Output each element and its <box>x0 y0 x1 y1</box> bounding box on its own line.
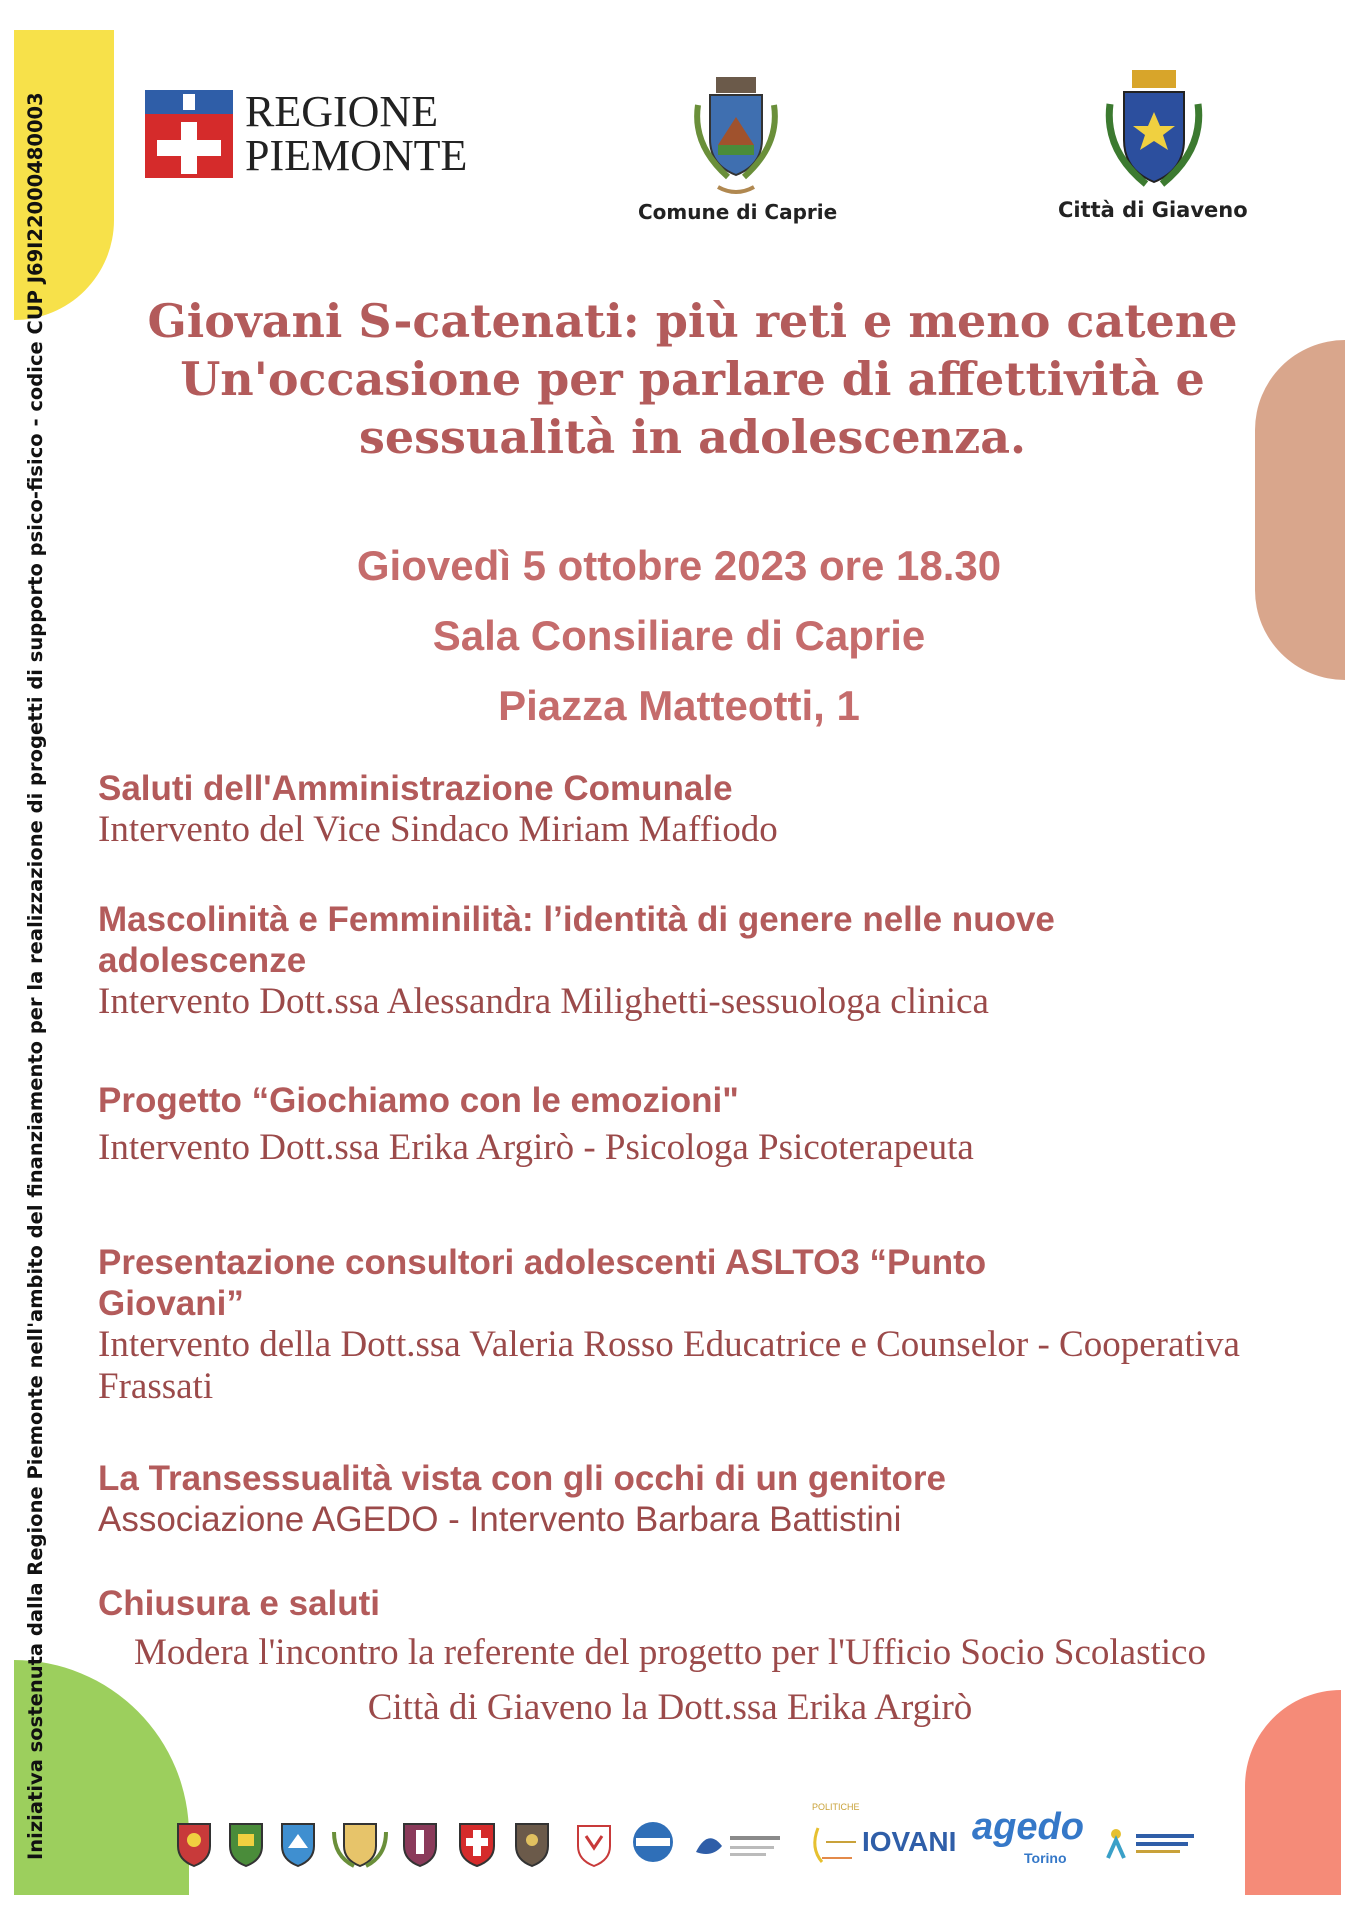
asl-to3-logo-icon <box>690 1818 786 1868</box>
title-line1: Giovani S-catenati: più reti e meno catene <box>147 294 1238 348</box>
municipal-crest-icon <box>570 1818 618 1868</box>
municipal-crest-icon <box>452 1818 502 1868</box>
funding-note: Iniziativa sostenuta dalla Regione Piemonte nell'ambito del finanziamento per la realizzazione di progetti di supporto psico-fisico - codice CUP J69I22000480003 <box>24 92 47 1860</box>
regione-line2: PIEMONTE <box>245 131 468 180</box>
caprie-crest-icon <box>688 75 784 205</box>
regione-name <box>245 87 468 180</box>
municipal-crest-icon <box>172 1818 216 1868</box>
iovani-label: IOVANI <box>862 1826 957 1857</box>
giaveno-label: Città di Giaveno <box>1058 198 1248 222</box>
agedo-logo-text: agedo <box>972 1806 1084 1848</box>
cooperativa-frassati-logo-icon <box>1102 1818 1202 1868</box>
municipal-crest-icon <box>398 1818 442 1868</box>
municipal-crest-icon <box>276 1818 320 1868</box>
program-item-title: Presentazione consultori adolescenti ASLTO3 “Punto Giovani” <box>98 1243 987 1323</box>
program-item-title: Chiusura e saluti <box>98 1584 381 1623</box>
regione-line1: REGIONE <box>245 87 439 136</box>
event-info <box>0 536 1358 746</box>
program-item-title: Progetto “Giochiamo con le emozioni" <box>98 1081 739 1120</box>
program-item <box>98 1080 1278 1169</box>
piemonte-flag-icon <box>145 90 233 178</box>
event-address: Piazza Matteotti, 1 <box>498 682 860 729</box>
event-venue: Sala Consiliare di Caprie <box>432 612 926 659</box>
program-item <box>98 1242 1278 1408</box>
giaveno-crest-icon <box>1100 68 1208 196</box>
program-item-subtitle: Associazione AGEDO - Intervento Barbara Battistini <box>98 1500 902 1539</box>
event-date: Giovedì 5 ottobre 2023 ore 18.30 <box>356 542 1002 589</box>
regione-piemonte-logo <box>145 87 468 185</box>
municipal-crest-icon <box>510 1818 554 1868</box>
pink-corner-shape <box>1245 1690 1341 1895</box>
program-item-subtitle: Intervento del Vice Sindaco Miriam Maffiodo <box>98 809 778 850</box>
event-title <box>55 292 1330 466</box>
moderator-note: Modera l'incontro la referente del progetto per l'Ufficio Socio Scolastico Città di Giaveno la Dott.ssa Erika Argirò <box>134 1632 1206 1728</box>
program-item-subtitle: Intervento Dott.ssa Erika Argirò - Psicologa Psicoterapeuta <box>98 1127 974 1168</box>
program-item <box>98 899 1278 1023</box>
program-item <box>98 768 1278 851</box>
politiche-label: POLITICHE <box>812 1802 860 1812</box>
program-item-title: La Transessualità vista con gli occhi di un genitore <box>98 1459 946 1498</box>
title-line2: Un'occasione per parlare di affettività e <box>180 352 1205 406</box>
partner-logos <box>172 1802 1212 1882</box>
agedo-city: Torino <box>1024 1850 1067 1866</box>
politiche-giovanili-logo-icon <box>808 1818 862 1868</box>
program-item-title: Mascolinità e Femminilità: l’identità di genere nelle nuove adolescenze <box>98 900 1055 980</box>
caprie-label: Comune di Caprie <box>638 200 838 224</box>
program-item-subtitle: Intervento della Dott.ssa Valeria Rosso Educatrice e Counselor - Cooperativa Frassati <box>98 1324 1240 1407</box>
title-line3: sessualità in adolescenza. <box>358 410 1027 464</box>
program-item <box>98 1458 1278 1541</box>
program-item-title: Saluti dell'Amministrazione Comunale <box>98 769 733 808</box>
program-item-subtitle: Intervento Dott.ssa Alessandra Milighetti-sessuologa clinica <box>98 981 989 1022</box>
program-item <box>98 1583 1278 1624</box>
municipal-crest-icon <box>332 1818 388 1868</box>
consortium-logo-icon <box>630 1818 676 1868</box>
municipal-crest-icon <box>224 1818 268 1868</box>
